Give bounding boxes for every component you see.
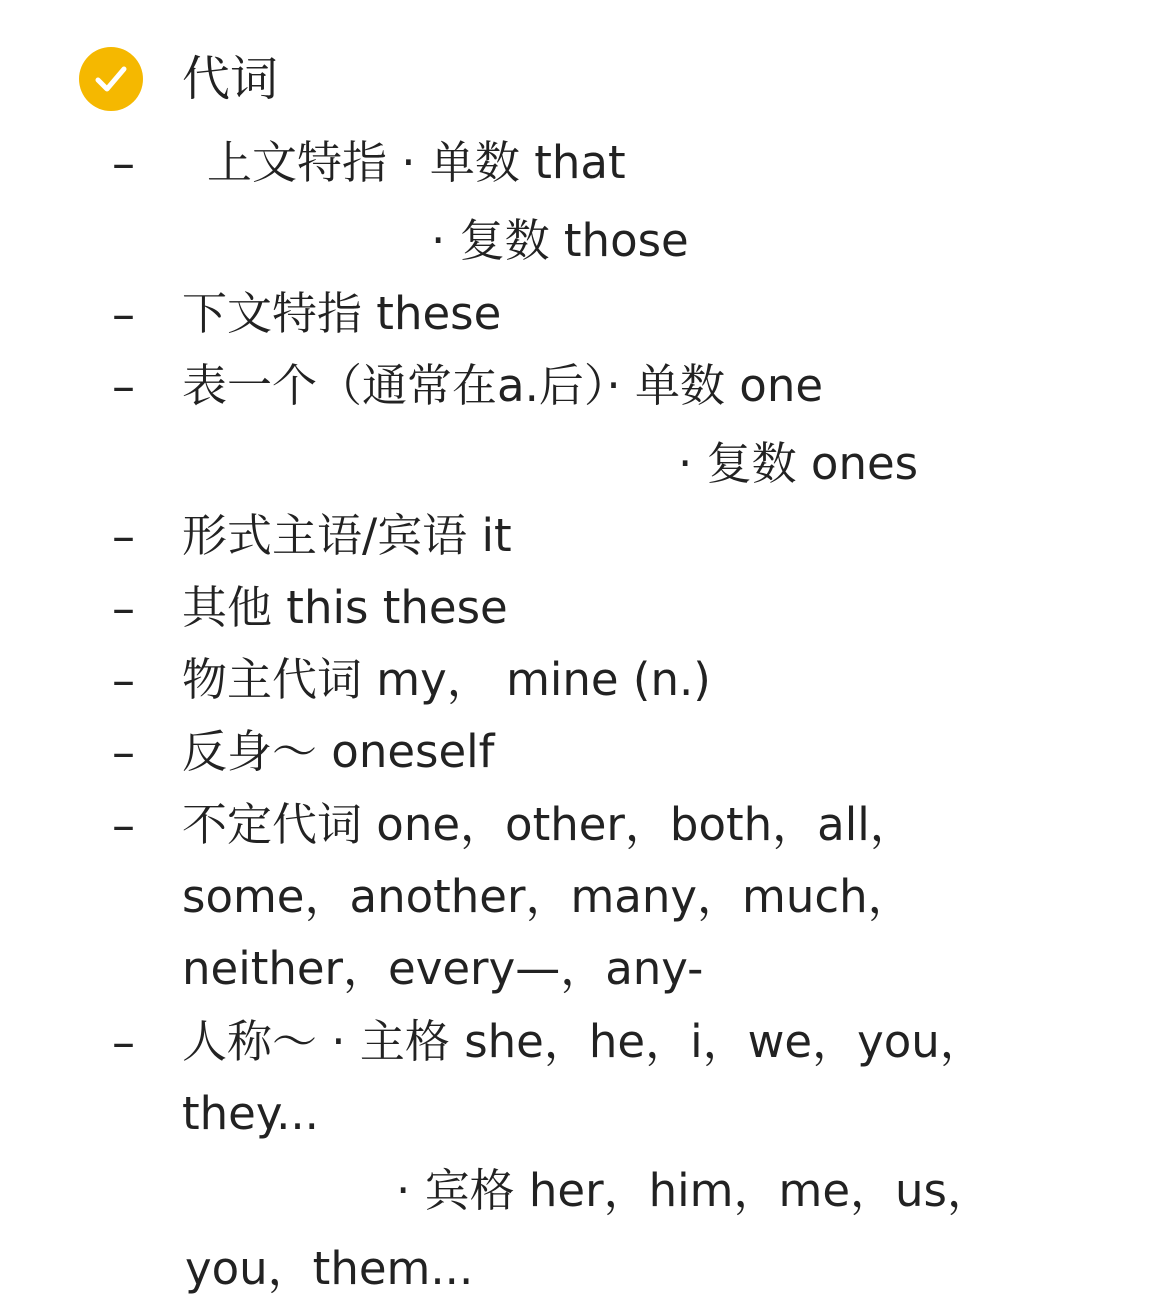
bullet-dash: –: [112, 509, 135, 563]
bullet-dash: –: [112, 798, 135, 852]
item-line: · 复数 ones: [678, 437, 919, 490]
bullet-dash: –: [112, 359, 135, 413]
bullet-dash: –: [112, 1015, 135, 1069]
item-line: 人称～ · 主格 she，he，i，we，you，: [182, 1015, 985, 1068]
item-line: 形式主语/宾语 it: [182, 509, 512, 562]
item-line: they...: [182, 1087, 319, 1140]
bullet-dash: –: [112, 725, 135, 779]
item-line: 上文特指 · 单数 that: [207, 136, 626, 189]
check-circle-icon[interactable]: [79, 47, 143, 111]
item-line: 物主代词 my， mine (n.): [182, 653, 711, 706]
bullet-dash: –: [112, 581, 135, 635]
item-line: some，another，many，much，: [182, 870, 913, 923]
item-line: · 复数 those: [431, 214, 689, 267]
item-line: you，them...: [185, 1242, 474, 1295]
item-line: · 宾格 her，him，me，us，: [396, 1164, 992, 1217]
section-title: 代词: [182, 51, 279, 107]
bullet-dash: –: [112, 287, 135, 341]
item-line: 反身～ oneself: [182, 725, 495, 778]
item-line: 表一个（通常在a.后）· 单数 one: [182, 359, 824, 412]
bullet-dash: –: [112, 653, 135, 707]
item-line: neither，every—，any-: [182, 942, 704, 995]
bullet-dash: –: [112, 136, 135, 190]
item-line: 不定代词 one，other，both，all，: [182, 798, 915, 851]
item-line: 下文特指 these: [182, 287, 502, 340]
item-line: 其他 this these: [182, 581, 508, 634]
